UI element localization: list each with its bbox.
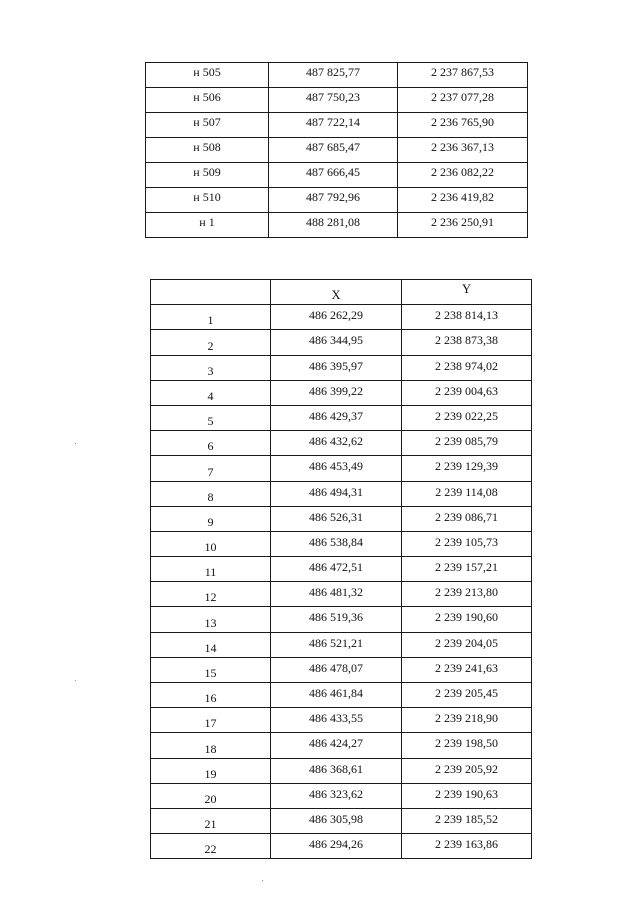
- table-row: [146, 163, 528, 188]
- header-y: Y: [402, 280, 532, 305]
- table-row: [151, 834, 532, 859]
- table-row: [146, 188, 528, 213]
- x-coordinate-cell: 486 538,84: [271, 531, 402, 556]
- x-coordinate-cell: 487 750,23: [269, 88, 398, 113]
- scan-speck: [75, 680, 76, 681]
- table-row: [151, 557, 532, 582]
- y-coordinate-cell: 2 236 419,82: [398, 188, 528, 213]
- y-coordinate-cell: 2 236 082,22: [398, 163, 528, 188]
- x-coordinate-cell: 487 825,77: [269, 63, 398, 88]
- point-id-cell: 19: [151, 758, 271, 783]
- point-id-cell: 18: [151, 733, 271, 758]
- y-coordinate-cell: 2 239 004,63: [402, 380, 532, 405]
- table-row: [151, 456, 532, 481]
- table-row: [146, 63, 528, 88]
- y-coordinate-cell: 2 239 198,50: [402, 733, 532, 758]
- x-coordinate-cell: 486 432,62: [271, 431, 402, 456]
- table-header-row: [151, 280, 532, 305]
- point-id-cell: 6: [151, 431, 271, 456]
- x-coordinate-cell: 486 478,07: [271, 657, 402, 682]
- y-coordinate-cell: 2 239 086,71: [402, 506, 532, 531]
- point-id-cell: н 505: [146, 63, 269, 88]
- x-coordinate-cell: 488 281,08: [269, 213, 398, 238]
- table-row: [151, 330, 532, 355]
- x-coordinate-cell: 487 722,14: [269, 113, 398, 138]
- point-id-cell: 5: [151, 405, 271, 430]
- table-row: [151, 632, 532, 657]
- point-id-cell: н 506: [146, 88, 269, 113]
- y-coordinate-cell: 2 239 190,63: [402, 783, 532, 808]
- table-row: [151, 305, 532, 330]
- table-row: [146, 88, 528, 113]
- point-id-cell: 15: [151, 657, 271, 682]
- x-coordinate-cell: 487 792,96: [269, 188, 398, 213]
- y-coordinate-cell: 2 239 157,21: [402, 557, 532, 582]
- point-id-cell: н 1: [146, 213, 269, 238]
- x-coordinate-cell: 486 429,37: [271, 405, 402, 430]
- point-id-cell: 20: [151, 783, 271, 808]
- y-coordinate-cell: 2 239 205,45: [402, 683, 532, 708]
- point-id-cell: 12: [151, 582, 271, 607]
- y-coordinate-cell: 2 239 114,08: [402, 481, 532, 506]
- point-id-cell: 7: [151, 456, 271, 481]
- table-row: [151, 758, 532, 783]
- y-coordinate-cell: 2 238 814,13: [402, 305, 532, 330]
- coordinates-table-continued: [145, 62, 528, 238]
- point-id-cell: 17: [151, 708, 271, 733]
- x-coordinate-cell: 486 395,97: [271, 355, 402, 380]
- table-row: [151, 657, 532, 682]
- table-row: [146, 138, 528, 163]
- x-coordinate-cell: 486 461,84: [271, 683, 402, 708]
- point-id-cell: 2: [151, 330, 271, 355]
- point-id-cell: н 508: [146, 138, 269, 163]
- x-coordinate-cell: 486 294,26: [271, 834, 402, 859]
- y-coordinate-cell: 2 239 213,80: [402, 582, 532, 607]
- y-coordinate-cell: 2 238 974,02: [402, 355, 532, 380]
- table-row: [151, 481, 532, 506]
- point-id-cell: 13: [151, 607, 271, 632]
- point-id-cell: 4: [151, 380, 271, 405]
- y-coordinate-cell: 2 236 367,13: [398, 138, 528, 163]
- table-row: [151, 405, 532, 430]
- x-coordinate-cell: 486 262,29: [271, 305, 402, 330]
- x-coordinate-cell: 486 526,31: [271, 506, 402, 531]
- x-coordinate-cell: 486 481,32: [271, 582, 402, 607]
- point-id-cell: 21: [151, 808, 271, 833]
- x-coordinate-cell: 486 494,31: [271, 481, 402, 506]
- x-coordinate-cell: 486 344,95: [271, 330, 402, 355]
- y-coordinate-cell: 2 239 085,79: [402, 431, 532, 456]
- y-coordinate-cell: 2 236 765,90: [398, 113, 528, 138]
- point-id-cell: 22: [151, 834, 271, 859]
- point-id-cell: 16: [151, 683, 271, 708]
- point-id-cell: 8: [151, 481, 271, 506]
- coordinates-table-body: [151, 305, 532, 859]
- x-coordinate-cell: 486 472,51: [271, 557, 402, 582]
- scan-speck: [75, 443, 76, 444]
- x-coordinate-cell: 486 368,61: [271, 758, 402, 783]
- point-id-cell: 9: [151, 506, 271, 531]
- y-coordinate-cell: 2 239 105,73: [402, 531, 532, 556]
- x-coordinate-cell: 486 305,98: [271, 808, 402, 833]
- table-row: [146, 113, 528, 138]
- y-coordinate-cell: 2 239 022,25: [402, 405, 532, 430]
- x-coordinate-cell: 486 323,62: [271, 783, 402, 808]
- y-coordinate-cell: 2 239 204,05: [402, 632, 532, 657]
- scan-speck: [262, 880, 263, 881]
- point-id-cell: н 509: [146, 163, 269, 188]
- x-coordinate-cell: 486 519,36: [271, 607, 402, 632]
- x-coordinate-cell: 486 424,27: [271, 733, 402, 758]
- point-id-cell: 1: [151, 305, 271, 330]
- y-coordinate-cell: 2 236 250,91: [398, 213, 528, 238]
- table-row: [151, 355, 532, 380]
- table-row: [151, 380, 532, 405]
- table-row: [151, 431, 532, 456]
- y-coordinate-cell: 2 239 185,52: [402, 808, 532, 833]
- y-coordinate-cell: 2 239 205,92: [402, 758, 532, 783]
- point-id-cell: 14: [151, 632, 271, 657]
- table-row: [151, 733, 532, 758]
- point-id-cell: 11: [151, 557, 271, 582]
- table-row: [151, 783, 532, 808]
- point-id-cell: н 510: [146, 188, 269, 213]
- coordinates-table: [150, 279, 532, 859]
- coordinates-table-continued-body: [146, 63, 528, 238]
- point-id-cell: 10: [151, 531, 271, 556]
- header-point-id: [151, 280, 271, 305]
- x-coordinate-cell: 487 685,47: [269, 138, 398, 163]
- y-coordinate-cell: 2 239 218,90: [402, 708, 532, 733]
- x-coordinate-cell: 486 433,55: [271, 708, 402, 733]
- table-row: [151, 607, 532, 632]
- table-row: [151, 531, 532, 556]
- x-coordinate-cell: 487 666,45: [269, 163, 398, 188]
- point-id-cell: 3: [151, 355, 271, 380]
- y-coordinate-cell: 2 237 867,53: [398, 63, 528, 88]
- table-row: [146, 213, 528, 238]
- point-id-cell: н 507: [146, 113, 269, 138]
- y-coordinate-cell: 2 239 241,63: [402, 657, 532, 682]
- y-coordinate-cell: 2 239 129,39: [402, 456, 532, 481]
- table-row: [151, 683, 532, 708]
- y-coordinate-cell: 2 238 873,38: [402, 330, 532, 355]
- x-coordinate-cell: 486 399,22: [271, 380, 402, 405]
- y-coordinate-cell: 2 239 163,86: [402, 834, 532, 859]
- x-coordinate-cell: 486 521,21: [271, 632, 402, 657]
- table-row: [151, 506, 532, 531]
- x-coordinate-cell: 486 453,49: [271, 456, 402, 481]
- y-coordinate-cell: 2 239 190,60: [402, 607, 532, 632]
- header-x: X: [271, 280, 402, 305]
- table-row: [151, 808, 532, 833]
- y-coordinate-cell: 2 237 077,28: [398, 88, 528, 113]
- table-row: [151, 582, 532, 607]
- table-row: [151, 708, 532, 733]
